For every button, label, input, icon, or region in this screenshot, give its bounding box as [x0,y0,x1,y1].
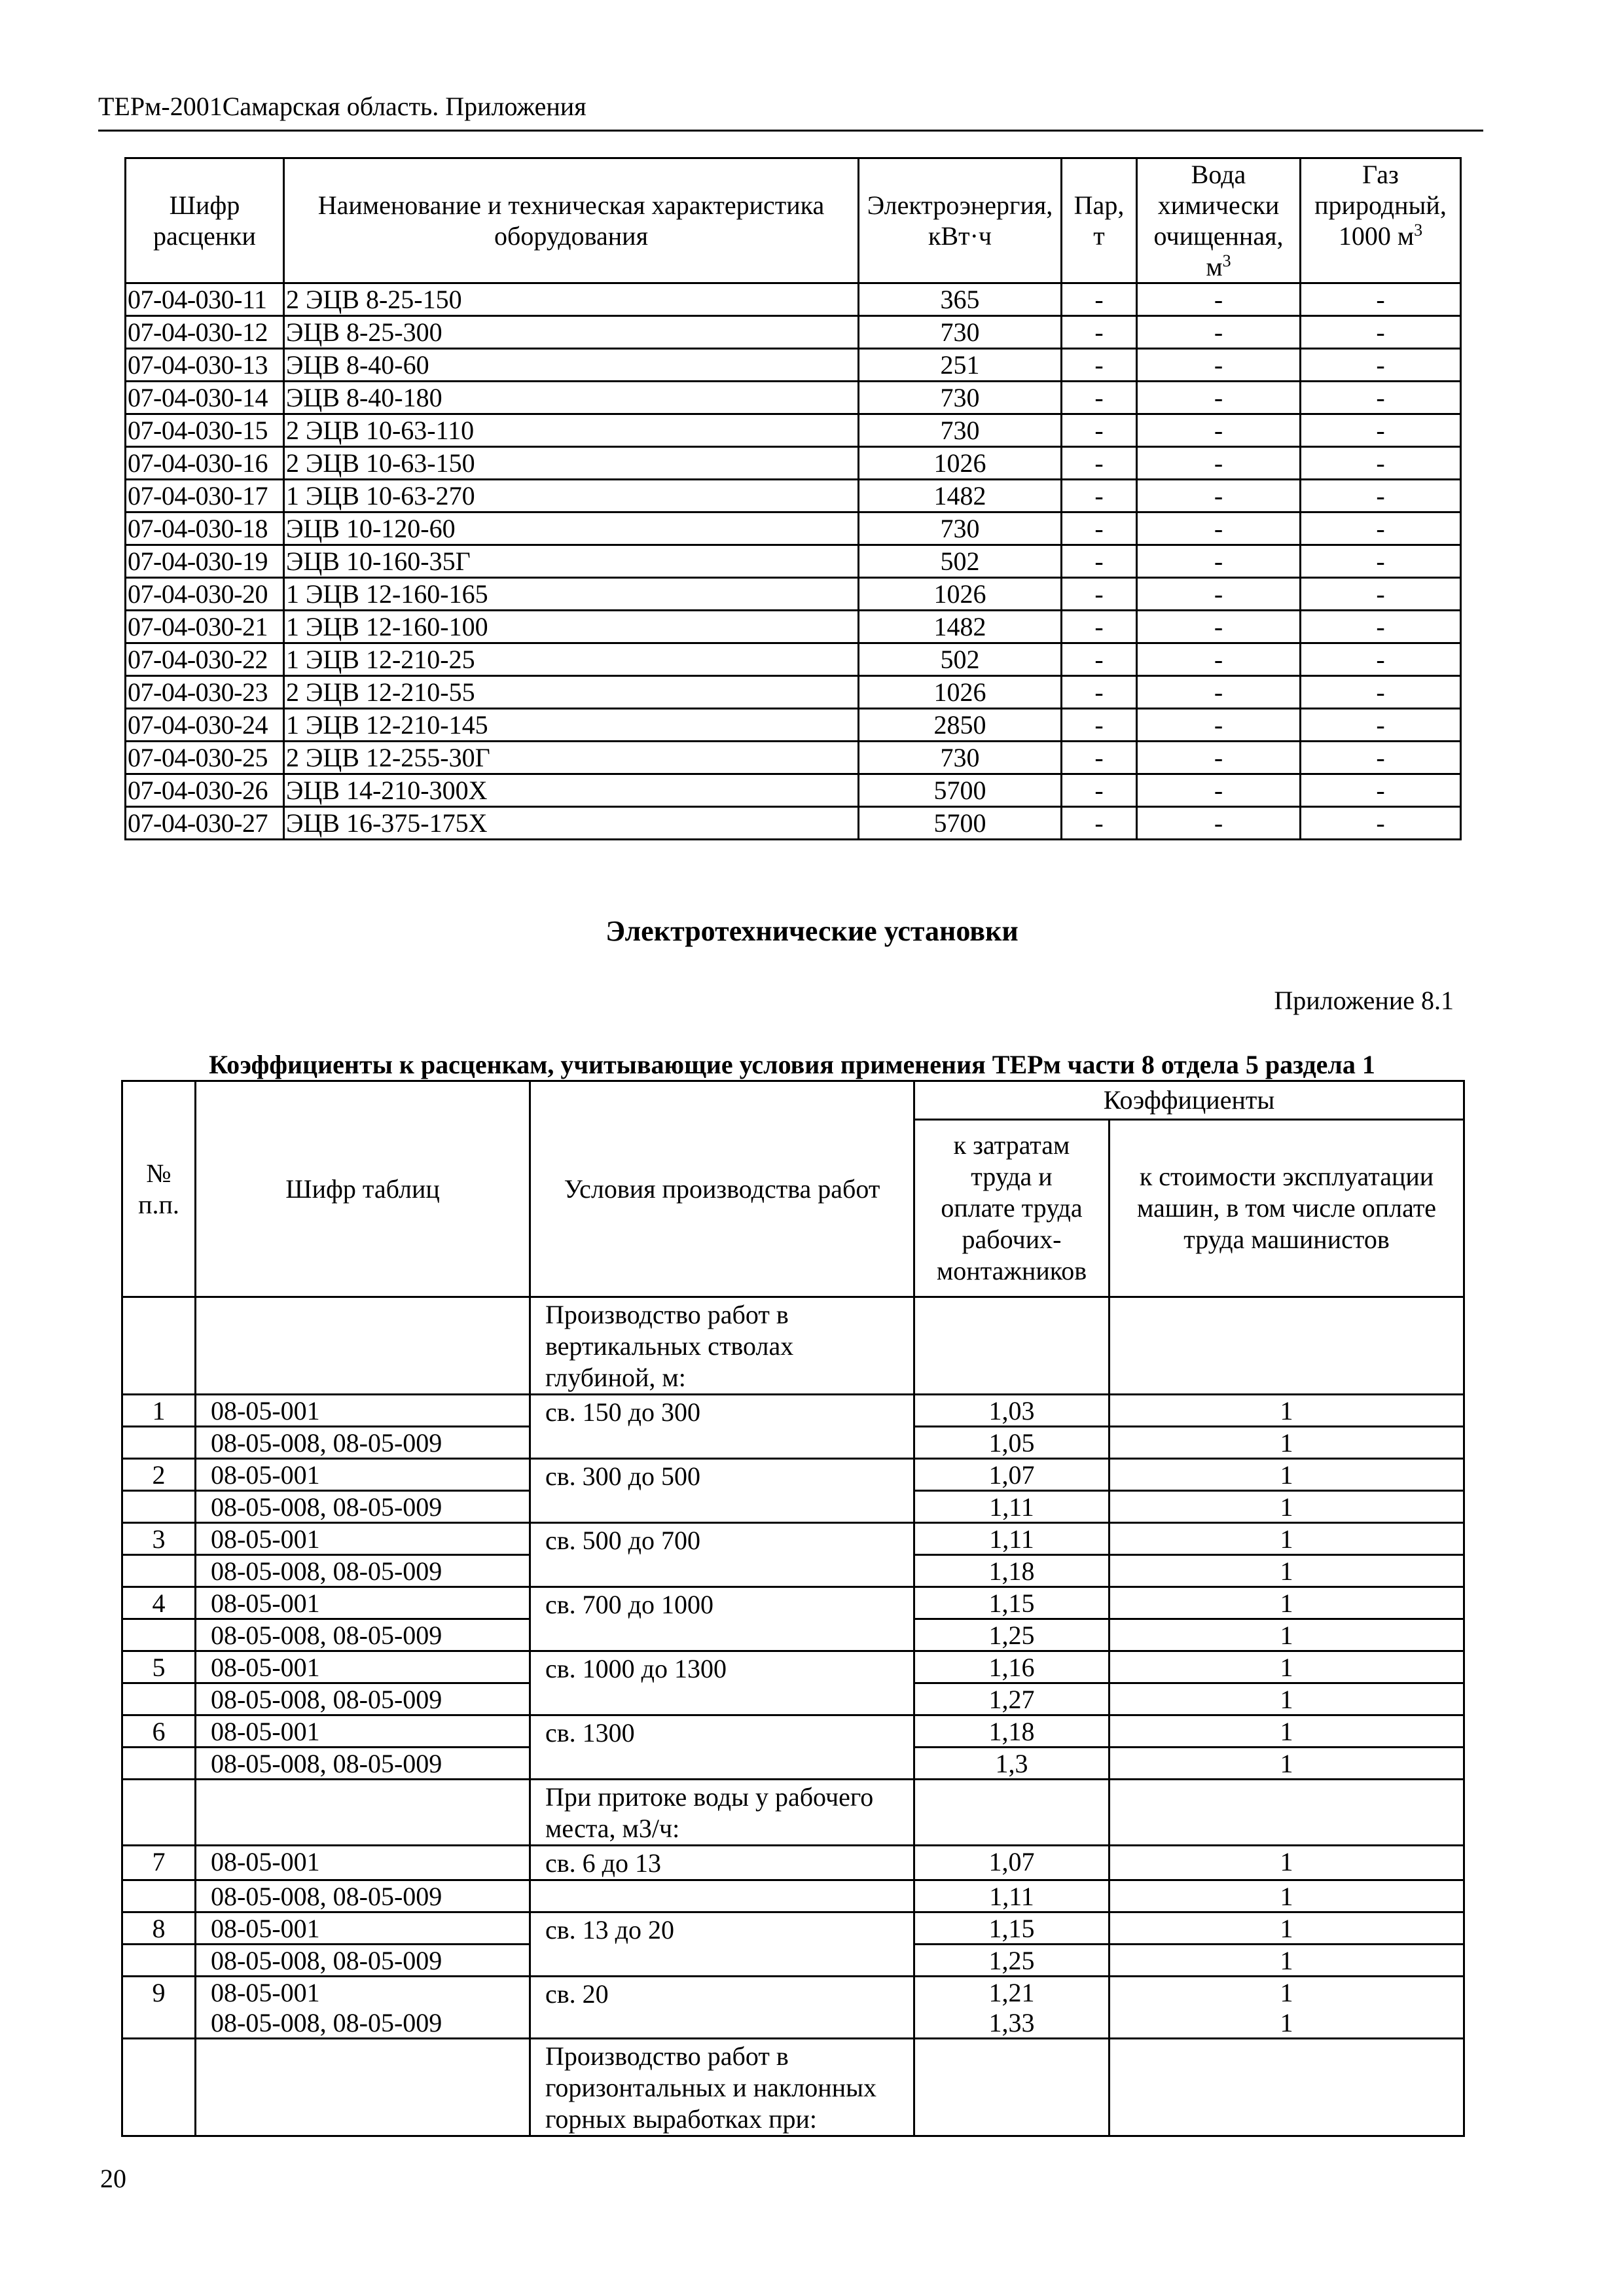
row-electricity: 730 [859,512,1062,545]
row-machines-coef: 1 [1110,1459,1464,1491]
row-code: 07-04-030-26 [126,774,284,807]
row-num: 4 [122,1587,196,1619]
group-condition-water: При притоке воды у рабочего места, м3/ч: [530,1780,914,1846]
row-water: - [1137,349,1301,382]
table-row [122,1459,1464,1491]
table-row [122,1523,1464,1555]
row-num-empty [122,1880,196,1912]
row-tables-code: 08-05-001 [196,1651,530,1683]
row-gas: - [1301,480,1461,512]
header-rule [98,130,1483,132]
table-row [126,676,1461,709]
row-code: 07-04-030-11 [126,283,284,316]
row-steam: - [1062,807,1137,840]
row-steam: - [1062,316,1137,349]
row-tables-code: 08-05-001 [196,1912,530,1945]
row-steam: - [1062,742,1137,774]
row-steam: - [1062,676,1137,709]
table-row [126,512,1461,545]
row-electricity: 730 [859,742,1062,774]
row-water: - [1137,283,1301,316]
row-labor-coef: 1,05 [914,1427,1110,1459]
table-header-row [122,1081,1464,1120]
row-num: 6 [122,1715,196,1748]
row-code: 07-04-030-13 [126,349,284,382]
row-code: 07-04-030-17 [126,480,284,512]
table-row [126,382,1461,414]
row-steam: - [1062,545,1137,578]
row-labor-coef: 1,07 [914,1459,1110,1491]
row-electricity: 5700 [859,807,1062,840]
coefficients-table [121,1080,1465,2137]
row-labor-coef: 1,11 [914,1491,1110,1523]
row-name: 2 ЭЦВ 8-25-150 [284,283,859,316]
row-steam: - [1062,447,1137,480]
row-labor-coef: 1,25 [914,1619,1110,1651]
row-condition: св. 300 до 500 [530,1459,914,1523]
table-row [126,611,1461,643]
table-header-row [126,158,1461,283]
row-code: 07-04-030-12 [126,316,284,349]
row-tables-code: 08-05-008, 08-05-009 [196,1748,530,1780]
row-machines-coef: 1 [1110,1555,1464,1587]
row-steam: - [1062,578,1137,611]
row-labor-coef: 1,18 [914,1715,1110,1748]
row-num: 2 [122,1459,196,1491]
col-header-water: Вода химически очищенная, $м^3$ [1137,158,1301,283]
row-steam: - [1062,414,1137,447]
row-machines-coef: 1 [1110,1523,1464,1555]
row-machines-coef: 1 [1110,1619,1464,1651]
table-row [126,742,1461,774]
row-labor-coef: 1,25 [914,1945,1110,1977]
table-row [122,1846,1464,1880]
group-condition-horizontal: Производство работ в горизонтальных и наклонных горных выработках при: [530,2039,914,2136]
row-condition: св. 6 до 13 [530,1846,914,1880]
group-header-row [122,2039,1464,2136]
row-water: - [1137,414,1301,447]
row-electricity: 1026 [859,578,1062,611]
row-electricity: 730 [859,382,1062,414]
row-gas: - [1301,611,1461,643]
row-name: 1 ЭЦВ 12-210-25 [284,643,859,676]
row-name: ЭЦВ 16-375-175Х [284,807,859,840]
row-electricity: 251 [859,349,1062,382]
row-tables-code: 08-05-001 [196,1459,530,1491]
row-electricity: 1026 [859,676,1062,709]
row-code: 07-04-030-18 [126,512,284,545]
col-header-conditions: Условия производства работ [530,1081,914,1297]
row-machines-coef: 1 [1110,1846,1464,1880]
row-labor-coef: 1,15 [914,1587,1110,1619]
row-labor-coef: 1,21 [914,1977,1110,2008]
row-water: - [1137,676,1301,709]
row-water: - [1137,742,1301,774]
row-electricity: 5700 [859,774,1062,807]
row-num: 9 [122,1977,196,2008]
row-steam: - [1062,643,1137,676]
row-name: 1 ЭЦВ 12-210-145 [284,709,859,742]
table-row [126,643,1461,676]
table-row [126,545,1461,578]
row-num: 5 [122,1651,196,1683]
row-steam: - [1062,774,1137,807]
row-water: - [1137,316,1301,349]
row-tables-code: 08-05-008, 08-05-009 [196,1945,530,1977]
col-header-coefficients: Коэффициенты [914,1081,1464,1120]
row-water: - [1137,774,1301,807]
row-tables-code: 08-05-008, 08-05-009 [196,1880,530,1912]
row-water: - [1137,512,1301,545]
row-tables-code: 08-05-008, 08-05-009 [196,1683,530,1715]
row-gas: - [1301,283,1461,316]
row-code: 07-04-030-21 [126,611,284,643]
row-water: - [1137,709,1301,742]
row-num: 3 [122,1523,196,1555]
table-row [122,1395,1464,1427]
row-code: 07-04-030-22 [126,643,284,676]
table-row [126,447,1461,480]
row-name: 1 ЭЦВ 10-63-270 [284,480,859,512]
row-electricity: 730 [859,414,1062,447]
row-labor-coef: 1,11 [914,1523,1110,1555]
table-row [126,283,1461,316]
group-condition-vertical: Производство работ в вертикальных стволах глубиной, м: [530,1297,914,1395]
row-machines-coef: 1 [1110,1491,1464,1523]
table-row [126,316,1461,349]
row-machines-coef: 1 [1110,1651,1464,1683]
row-steam: - [1062,709,1137,742]
row-machines-coef: 1 [1110,2007,1464,2039]
row-electricity: 365 [859,283,1062,316]
row-gas: - [1301,349,1461,382]
row-name: 2 ЭЦВ 12-210-55 [284,676,859,709]
row-condition: св. 150 до 300 [530,1395,914,1459]
table-row [126,414,1461,447]
row-code: 07-04-030-24 [126,709,284,742]
row-code: 07-04-030-25 [126,742,284,774]
col-header-name: Наименование и техническая характеристика оборудования [284,158,859,283]
row-steam: - [1062,349,1137,382]
row-tables-code: 08-05-008, 08-05-009 [196,1619,530,1651]
row-water: - [1137,447,1301,480]
row-num-empty [122,1427,196,1459]
row-machines-coef: 1 [1110,1912,1464,1945]
row-electricity: 1482 [859,611,1062,643]
row-gas: - [1301,676,1461,709]
table-row [122,1880,1464,1912]
table-row [126,349,1461,382]
row-gas: - [1301,447,1461,480]
row-condition: св. 1300 [530,1715,914,1780]
row-gas: - [1301,545,1461,578]
row-num-empty [122,2007,196,2039]
row-machines-coef: 1 [1110,1427,1464,1459]
row-num-empty [122,1945,196,1977]
row-tables-code: 08-05-001 [196,1846,530,1880]
table-row [122,1912,1464,1945]
row-name: ЭЦВ 10-160-35Г [284,545,859,578]
row-steam: - [1062,382,1137,414]
row-name: 1 ЭЦВ 12-160-165 [284,578,859,611]
row-machines-coef: 1 [1110,1748,1464,1780]
row-name: 2 ЭЦВ 10-63-110 [284,414,859,447]
row-machines-coef: 1 [1110,1715,1464,1748]
row-labor-coef: 1,3 [914,1748,1110,1780]
row-gas: - [1301,512,1461,545]
col-header-num: № п.п. [122,1081,196,1297]
table-row [122,1651,1464,1683]
row-electricity: 1026 [859,447,1062,480]
row-condition: св. 500 до 700 [530,1523,914,1587]
row-name: ЭЦВ 8-40-180 [284,382,859,414]
row-water: - [1137,545,1301,578]
table-row [126,578,1461,611]
row-name: 2 ЭЦВ 12-255-30Г [284,742,859,774]
appendix-label: Приложение 8.1 [1274,986,1454,1015]
row-tables-code: 08-05-008, 08-05-009 [196,1555,530,1587]
table-row [126,807,1461,840]
row-water: - [1137,382,1301,414]
row-tables-code: 08-05-008, 08-05-009 [196,2007,530,2039]
page-number: 20 [100,2164,126,2193]
row-gas: - [1301,382,1461,414]
row-electricity: 502 [859,643,1062,676]
row-water: - [1137,807,1301,840]
table-row [126,480,1461,512]
row-gas: - [1301,807,1461,840]
row-labor-coef: 1,18 [914,1555,1110,1587]
row-labor-coef: 1,07 [914,1846,1110,1880]
row-electricity: 730 [859,316,1062,349]
row-code: 07-04-030-14 [126,382,284,414]
row-machines-coef: 1 [1110,1945,1464,1977]
row-gas: - [1301,316,1461,349]
group-header-row [122,1780,1464,1846]
table-row [122,1715,1464,1748]
row-machines-coef: 1 [1110,1683,1464,1715]
table-row [126,709,1461,742]
row-code: 07-04-030-16 [126,447,284,480]
row-gas: - [1301,414,1461,447]
col-header-code: Шифр расценки [126,158,284,283]
row-name: ЭЦВ 8-40-60 [284,349,859,382]
row-condition-empty [530,1880,914,1912]
row-num-empty [122,1683,196,1715]
row-tables-code: 08-05-001 [196,1523,530,1555]
row-machines-coef: 1 [1110,1587,1464,1619]
row-gas: - [1301,643,1461,676]
row-tables-code: 08-05-001 [196,1715,530,1748]
row-condition: св. 700 до 1000 [530,1587,914,1651]
row-num-empty [122,1491,196,1523]
col-header-machines: к стоимости эксплуатации машин, в том числе оплате труда машинистов [1110,1120,1464,1297]
row-electricity: 502 [859,545,1062,578]
row-labor-coef: 1,16 [914,1651,1110,1683]
row-steam: - [1062,512,1137,545]
row-code: 07-04-030-20 [126,578,284,611]
row-code: 07-04-030-15 [126,414,284,447]
row-tables-code: 08-05-001 [196,1395,530,1427]
row-code: 07-04-030-19 [126,545,284,578]
row-tables-code: 08-05-001 [196,1977,530,2008]
col-header-tables-code: Шифр таблиц [196,1081,530,1297]
row-condition: св. 13 до 20 [530,1912,914,1977]
running-header: ТЕРм-2001Самарская область. Приложения [98,92,586,121]
row-steam: - [1062,611,1137,643]
row-name: ЭЦВ 14-210-300Х [284,774,859,807]
row-water: - [1137,578,1301,611]
row-name: 1 ЭЦВ 12-160-100 [284,611,859,643]
row-machines-coef: 1 [1110,1977,1464,2008]
row-steam: - [1062,480,1137,512]
row-name: ЭЦВ 10-120-60 [284,512,859,545]
row-gas: - [1301,709,1461,742]
row-condition: св. 1000 до 1300 [530,1651,914,1715]
row-code: 07-04-030-27 [126,807,284,840]
row-gas: - [1301,774,1461,807]
col-header-electricity: Электроэнергия, кВт·ч [859,158,1062,283]
table-row [122,1587,1464,1619]
row-tables-code: 08-05-008, 08-05-009 [196,1427,530,1459]
row-num: 8 [122,1912,196,1945]
equipment-resources-table [124,157,1462,840]
col-header-steam: Пар, т [1062,158,1137,283]
row-name: ЭЦВ 8-25-300 [284,316,859,349]
row-gas: - [1301,578,1461,611]
row-electricity: 1482 [859,480,1062,512]
row-machines-coef: 1 [1110,1395,1464,1427]
table-caption: Коэффициенты к расценкам, учитывающие условия применения ТЕРм части 8 отдела 5 раздела 1 [209,1050,1375,1079]
col-header-labor: к затратам труда и оплате труда рабочих- монтажников [914,1120,1110,1297]
row-water: - [1137,611,1301,643]
group-header-row [122,1297,1464,1395]
section-title: Электротехнические установки [605,915,1019,947]
row-steam: - [1062,283,1137,316]
row-num-empty [122,1555,196,1587]
col-header-gas: Газ природный, 1000 $м^3$ [1301,158,1461,283]
row-labor-coef: 1,27 [914,1683,1110,1715]
row-tables-code: 08-05-008, 08-05-009 [196,1491,530,1523]
row-water: - [1137,643,1301,676]
row-tables-code: 08-05-001 [196,1587,530,1619]
row-machines-coef: 1 [1110,1880,1464,1912]
row-electricity: 2850 [859,709,1062,742]
row-code: 07-04-030-23 [126,676,284,709]
row-labor-coef: 1,33 [914,2007,1110,2039]
row-water: - [1137,480,1301,512]
row-num-empty [122,1619,196,1651]
row-num-empty [122,1748,196,1780]
row-num: 1 [122,1395,196,1427]
row-name: 2 ЭЦВ 10-63-150 [284,447,859,480]
row-labor-coef: 1,03 [914,1395,1110,1427]
row-labor-coef: 1,11 [914,1880,1110,1912]
row-gas: - [1301,742,1461,774]
row-condition: св. 20 [530,1977,914,2039]
row-labor-coef: 1,15 [914,1912,1110,1945]
row-num: 7 [122,1846,196,1880]
table-row [122,1977,1464,2008]
table-row [126,774,1461,807]
